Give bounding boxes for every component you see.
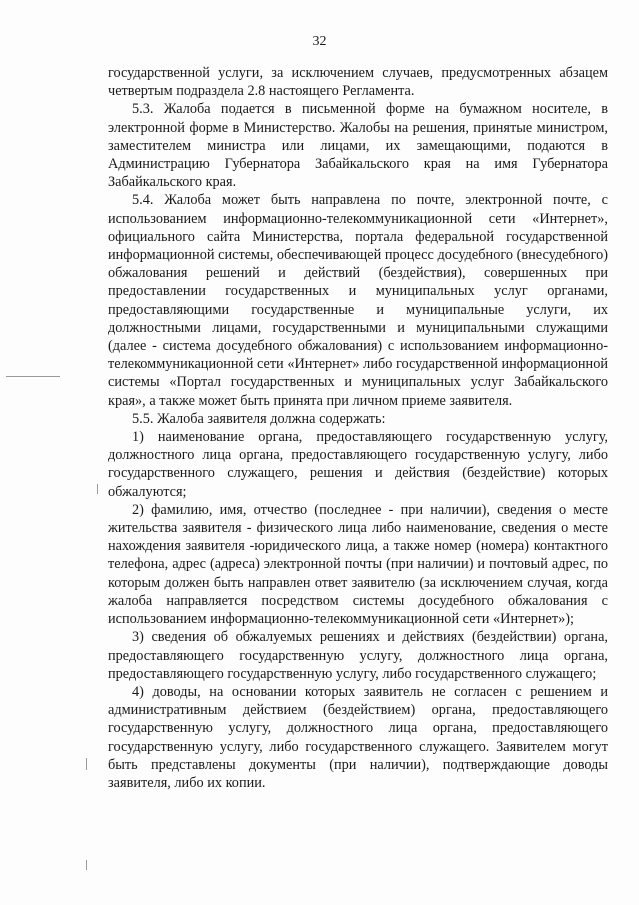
scan-artifact: [6, 376, 60, 377]
page-number: 32: [312, 34, 327, 49]
scan-artifact: [86, 860, 87, 870]
paragraph-5-3: 5.3. Жалоба подается в письменной форме на бумажном носителе, в электронной форме в Министерство. Жалобы на решения, принятые министром, заместителем министра или лицами, их замещающими, подаются в Администрацию Губернатора Забайкальского края на имя Губернатора Забайкальского края.: [108, 101, 608, 191]
paragraph-continuation: государственной услуги, за исключением случаев, предусмотренных абзацем четвертым подраздела 2.8 настоящего Регламента.: [108, 65, 608, 100]
paragraph-5-5: 5.5. Жалоба заявителя должна содержать:: [132, 410, 386, 427]
list-item-4: 4) доводы, на основании которых заявитель не согласен с решением и административным действием (бездействием) органа, предоставляющего государственную услугу, должностного лица органа, предоставляющего государственную услугу, либо государственного служащего. Заявителем могут быть представлены документы (при наличии), подтверждающие доводы заявителя, либо их копии.: [108, 683, 608, 791]
scan-artifact: [86, 758, 87, 770]
scan-artifact: [97, 484, 98, 494]
list-item-1: 1) наименование органа, предоставляющего государственную услугу, должностного лица органа, предоставляющего государственную услугу, либо государственного служащего, решения и действия (бездействие) которых обжалуются;: [108, 429, 608, 500]
list-item-3: 3) сведения об обжалуемых решениях и действиях (бездействии) органа, предоставляющего государственную услугу, должностного лица органа, предоставляющего государственную услугу, либо государственного служащего;: [108, 629, 608, 682]
list-item-2: 2) фамилию, имя, отчество (последнее - при наличии), сведения о месте жительства заявителя - физического лица либо наименование, сведения о месте нахождения заявителя -юридического лица, а также номер (номера) контактного телефона, адрес (адреса) электронной почты (при наличии) и почтовый адрес, по которым должен быть направлен ответ заявителю (за исключением случая, когда жалоба направляется посредством системы досудебного обжалования с использованием информационно-телекоммуникационной сети «Интернет»);: [108, 501, 608, 628]
paragraph-5-4: 5.4. Жалоба может быть направлена по почте, электронной почте, с использованием информационно-телекоммуникационной сети «Интернет», официального сайта Министерства, портала федеральной государственной информационной системы, обеспечивающей процесс досудебного (внесудебного) обжалования решений и действий (бездействия), совершенных при предоставлении государственных и муниципальных услуг органами, предоставляющими государственные и муниципальные услуги, их должностными лицами, государственными и муниципальными служащими (далее - система досудебного обжалования) с использованием информационно-телекоммуникационной сети «Интернет» либо государственной информационной системы «Портал государственных и муниципальных услуг Забайкальского края», а также может быть принята при личном приеме заявителя.: [108, 192, 608, 409]
document-body: [108, 64, 608, 792]
